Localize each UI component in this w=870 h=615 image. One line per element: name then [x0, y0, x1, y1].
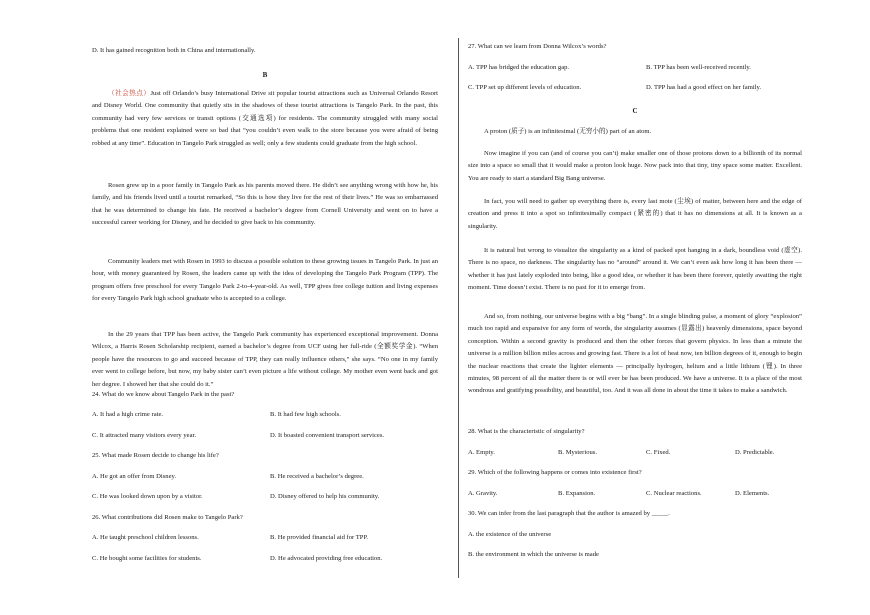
- question-29: 29. Which of the following happens or comes into existence first?: [468, 469, 642, 476]
- q25-option-b[interactable]: B. He received a bachelor’s degree.: [270, 473, 364, 480]
- question-24-options-row-1: [92, 409, 438, 421]
- passage-b-paragraph-1: （社会热点）Just off Orlando’s busy International Drive sit popular tourist attractions such as Universal Orlando Resort and Disney World. One community that quietly sits in the shadows of these tourist attractions is Tangelo Park. In the past, this community had very few services or transit options (交通选项) for residents. The community struggled with many social problems that one resident explained were so bad that “you couldn’t even walk to the store because you were afraid of being robbed at any time”. Education in Tangelo Park struggled as well; only a few students could graduate from the high school.: [92, 90, 439, 147]
- question-25-options-row-2: [92, 491, 438, 503]
- section-c-heading: C: [632, 107, 638, 115]
- q27-option-b[interactable]: B. TPP has been well-received recently.: [646, 64, 751, 71]
- q25-option-d[interactable]: D. Disney offered to help his community.: [270, 493, 380, 500]
- q24-option-a[interactable]: A. It had a high crime rate.: [92, 411, 164, 418]
- question-26-options-row-1: [92, 532, 438, 544]
- q29-option-a[interactable]: A. Gravity.: [468, 490, 498, 497]
- question-29-options: [468, 488, 802, 500]
- question-28-options: [468, 447, 802, 459]
- q28-option-b[interactable]: B. Mysterious.: [558, 449, 598, 456]
- q27-option-d[interactable]: D. TPP has had a good effect on her family.: [646, 84, 761, 91]
- question-24-options-row-2: [92, 430, 438, 442]
- passage-c-paragraph-3: In fact, you will need to gather up everything there is, every last mote (尘埃) of matter, between here and the edge of creation and press it into a spot so infinitesimally compact (紧密的) that it has no dimensions at all. It is known as a singularity.: [468, 198, 802, 230]
- question-30: 30. We can infer from the last paragraph that the author is amazed by _____.: [468, 510, 670, 517]
- q30-option-a[interactable]: A. the existence of the universe: [468, 531, 552, 538]
- question-27-options-row-2: [468, 82, 802, 94]
- question-27: 27. What can we learn from Donna Wilcox’s words?: [468, 43, 607, 50]
- q24-option-c[interactable]: C. It attracted many visitors every year.: [92, 432, 196, 439]
- q27-option-a[interactable]: A. TPP has bridged the education gap.: [468, 64, 570, 71]
- passage-c-paragraph-2: Now imagine if you can (and of course you can’t) make smaller one of those protons down to a billionth of its normal size into a space so small that it would make a proton look huge. Now pack into that tiny, tiny space some matter. Excellent. You are ready to start a standard Big Bang universe.: [468, 150, 802, 182]
- hot-topic-tag: （社会热点）: [108, 90, 151, 97]
- q28-option-a[interactable]: A. Empty.: [468, 449, 495, 456]
- q25-option-c[interactable]: C. He was looked down upon by a visitor.: [92, 493, 203, 500]
- q26-option-a[interactable]: A. He taught preschool children lessons.: [92, 534, 199, 541]
- q29-option-b[interactable]: B. Expansion.: [558, 490, 596, 497]
- passage-c-paragraph-4: It is natural but wrong to visualize the singularity as a kind of packed spot hanging in a dark, boundless void (虚空). There is no space, no darkness. The singularity has no “around” around it. We can’t even ask how long it has been there — whether it has just lately exploded into being, like a good idea, or whether it has been there forever, quietly awaiting the right moment. Time doesn’t exist. There is no past for it to emerge from.: [468, 247, 802, 292]
- section-b-heading: B: [262, 71, 268, 79]
- passage-b-paragraph-4: In the 29 years that TPP has been active, the Tangelo Park community has experienced exceptional improvement. Donna Wilcox, a Harris Rosen Scholarship recipient, earned a bachelor’s degree from UCF using her full-ride (全额奖学金). “When people have the resources to go and succeed because of TPP, they can really influence others,” she says. “No one in my family ever went to college before, but now, my baby sister can’t even picture a life without college. My mother even went back and got her degree. I showed her that she could do it.”: [92, 331, 438, 388]
- q26-option-b[interactable]: B. He provided financial aid for TPP.: [270, 534, 369, 541]
- q29-option-c[interactable]: C. Nuclear reactions.: [646, 490, 702, 497]
- question-26: 26. What contributions did Rosen make to Tangelo Park?: [92, 514, 243, 521]
- q27-option-c[interactable]: C. TPP set up different levels of education.: [468, 84, 582, 91]
- q26-option-d[interactable]: D. He advocated providing free education.: [270, 555, 383, 562]
- question-25-options-row-1: [92, 471, 438, 483]
- q28-option-c[interactable]: C. Fixed.: [646, 449, 671, 456]
- option-line-d: D. It has gained recognition both in China and internationally.: [92, 47, 256, 54]
- question-25: 25. What made Rosen decide to change his life?: [92, 452, 219, 459]
- q24-option-d[interactable]: D. It boasted convenient transport services.: [270, 432, 385, 439]
- question-26-options-row-2: [92, 553, 438, 565]
- q26-option-c[interactable]: C. He bought some facilities for students.: [92, 555, 202, 562]
- question-27-options-row-1: [468, 62, 802, 74]
- q29-option-d[interactable]: D. Elements.: [735, 490, 770, 497]
- question-24: 24. What do we know about Tangelo Park in the past?: [92, 391, 235, 398]
- q25-option-a[interactable]: A. He got an offer from Disney.: [92, 473, 177, 480]
- question-28: 28. What is the characteristic of singularity?: [468, 428, 585, 435]
- q28-option-d[interactable]: D. Predictable.: [735, 449, 775, 456]
- passage-b-paragraph-3: Community leaders met with Rosen in 1993 to discuss a possible solution to these growing issues in Tangelo Park. In just an hour, with money guaranteed by Rosen, the leaders came up with the idea of developing the Tangelo Park Program (TPP). The program offers free preschool for every Tangelo Park 2-to-4-year-old. As well, TPP gives free college tuition and living expenses for every Tangelo Park high school graduate who is accepted to a college.: [92, 258, 438, 303]
- passage-c-paragraph-1: A proton (质子) is an infinitesimal (无穷小的) part of an atom.: [484, 128, 652, 135]
- column-divider: [458, 38, 459, 578]
- q24-option-b[interactable]: B. It had few high schools.: [270, 411, 341, 418]
- passage-c-paragraph-5: And so, from nothing, our universe begins with a big “bang”. In a single blinding pulse, a moment of glory “explosion” much too rapid and expansive for any form of words, the singularity assumes (显露出) heavenly dimensions, space beyond conception. Within a second gravity is produced and then the other forces that govern physics. In less than a minute the universe is a million billion miles across and growing fast. There is a lot of heat now, ten billion degrees of it, enough to begin the nuclear reactions that create the lighter elements — principally hydrogen, helium and a little lithium (锂). In three minutes, 98 percent of all the matter there is or will ever be has been produced. We have a universe. It is a place of the most wondrous and gratifying possibility, and beautiful, too. And it was all done in about the time it takes to make a sandwich.: [468, 313, 802, 395]
- q30-option-b[interactable]: B. the environment in which the universe is made: [468, 551, 599, 558]
- passage-b-paragraph-2: Rosen grew up in a poor family in Tangelo Park as his parents moved there. He didn’t see anything wrong with how he, his family, and his friends lived until a tourist remarked, “So this is how they live for the rest of their lives.” He was so embarrassed that he was determined to change his fate. He received a bachelor’s degree from Cornell University and went on to have a successful career working for Disney, and he decided to give back to his community.: [92, 182, 438, 227]
